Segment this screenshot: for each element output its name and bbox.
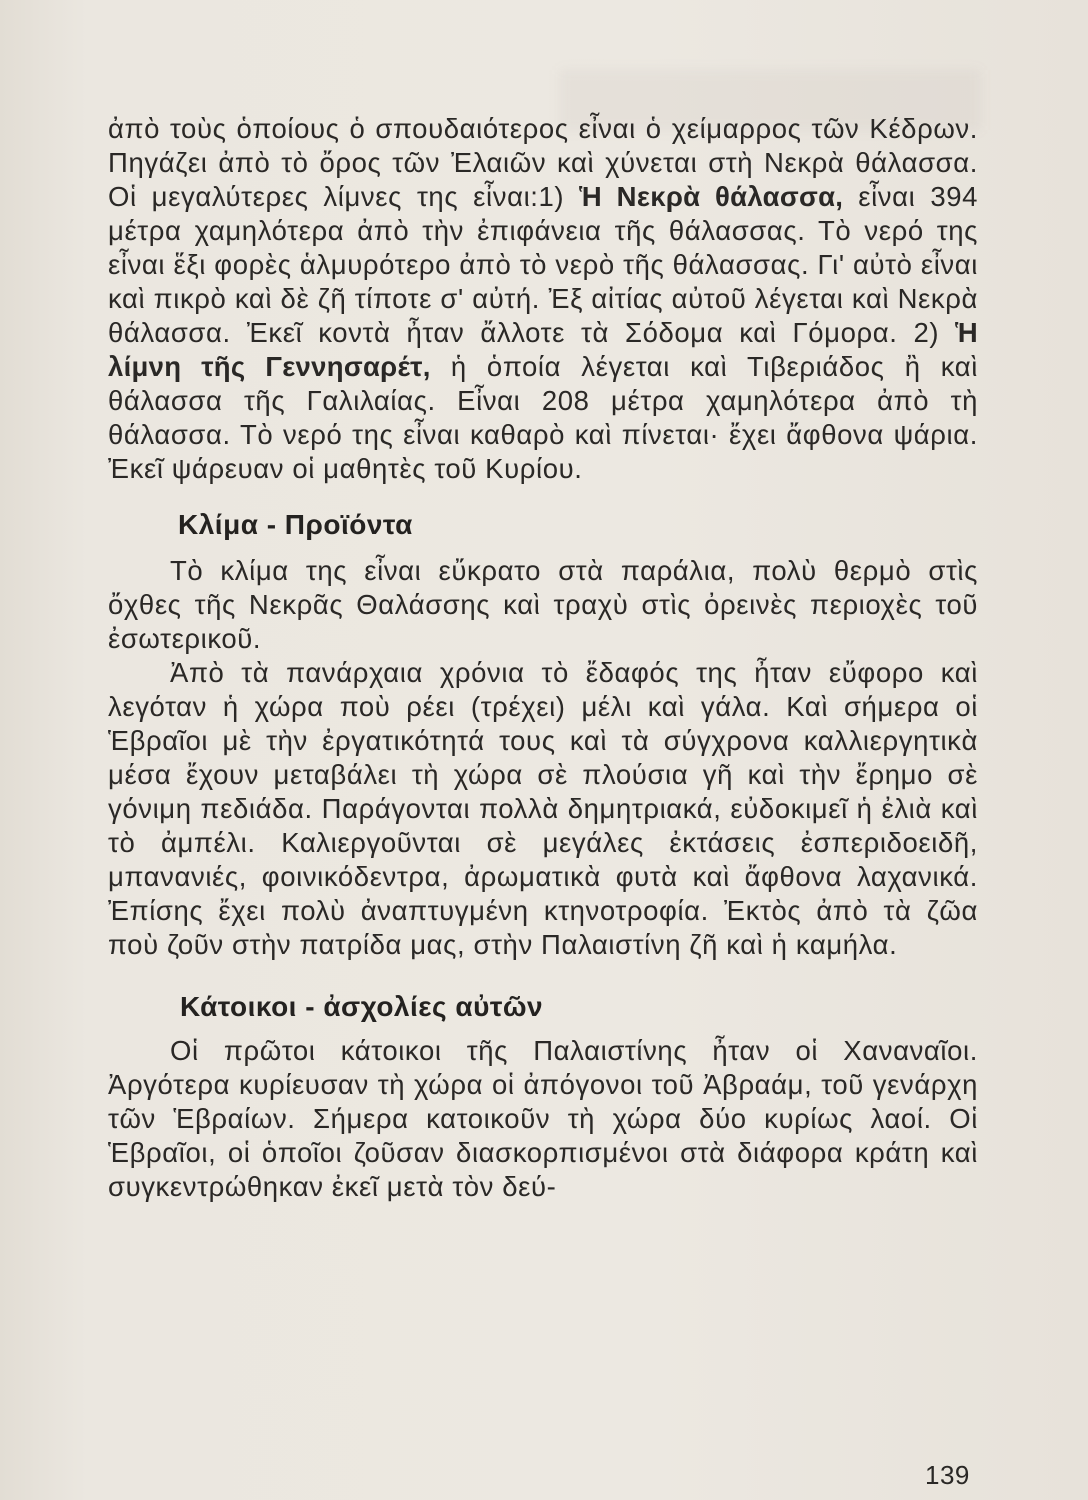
section-heading-climate: Κλίμα - Προϊόντα xyxy=(178,509,413,540)
page-number: 139 xyxy=(925,1460,970,1490)
bold-term-dead-sea: Ἡ Νεκρὰ θάλασσα, xyxy=(579,181,844,212)
paragraph-lakes xyxy=(108,112,978,486)
paragraph-inhabitants: Οἱ πρῶτοι κάτοικοι τῆς Παλαιστίνης ἦταν οἱ Χαναναῖοι. Ἀργότερα κυρίευσαν τὴ χώρα οἱ ἀπόγονοι τοῦ Ἀβραάμ, τοῦ γενάρχη τῶν Ἑβραίων. Σήμερα κατοικοῦν τὴ χώρα δύο κυρίως λαοί. Οἱ Ἑβραῖοι, οἱ ὁποῖοι ζοῦσαν διασκορπισμένοι στὰ διάφορα κράτη καὶ συγκεντρώθηκαν ἐκεῖ μετὰ τὸν δεύ- xyxy=(108,1035,978,1202)
paragraph-climate: Τὸ κλίμα της εἶναι εὔκρατο στὰ παράλια, πολὺ θερμὸ στὶς ὄχθες τῆς Νεκρᾶς Θαλάσσης καὶ τραχὺ στὶς ὀρεινὲς περιοχὲς τοῦ ἐσωτερικοῦ. xyxy=(108,555,978,654)
text-run: εἶναι 394 μέτρα χαμηλότερα ἀπὸ τὴν ἐπιφάνεια τῆς θάλασσας. Τὸ νερό της εἶναι ἕξι φορὲς ἁλμυρότερο ἀπὸ τὸ νερὸ τῆς θάλασσας. Γι' αὐτὸ εἶναι καὶ πικρὸ καὶ δὲ ζῆ τίποτε σ' αὐτή. Ἐξ αἰτίας αὐτοῦ λέγεται καὶ Νεκρὰ θάλασσα. Ἐκεῖ κοντὰ ἦταν ἄλλοτε τὰ Σόδομα καὶ Γόμορα. 2) xyxy=(108,181,978,348)
bold-term-lake-gennesaret: Ἡ λίμνη τῆς Γεννησαρέτ, xyxy=(108,317,978,382)
page-body xyxy=(108,112,978,1204)
paragraph-products: Ἀπὸ τὰ πανάρχαια χρόνια τὸ ἔδαφός της ἦταν εὔφορο καὶ λεγόταν ἡ χώρα ποὺ ρέει (τρέχει) μέλι καὶ γάλα. Καὶ σήμερα οἱ Ἑβραῖοι μὲ τὴν ἐργατικότητά τους καὶ τὰ σύγχρονα καλλιεργητικὰ μέσα ἔχουν μεταβάλει τὴ χώρα σὲ πλούσια γῆ καὶ τὴν ἔρημο σὲ γόνιμη πεδιάδα. Παράγονται πολλὰ δημητριακά, εὐδοκιμεῖ ἡ ἐλιὰ καὶ τὸ ἀμπέλι. Καλιεργοῦνται σὲ μεγάλες ἐκτάσεις ἐσπεριδοειδῆ, μπανανιές, φοινικόδεντρα, ἀρωματικὰ φυτὰ καὶ ἄφθονα λαχανικά. Ἐπίσης ἔχει πολὺ ἀναπτυγμένη κτηνοτροφία. Ἐκτὸς ἀπὸ τὰ ζῶα ποὺ ζοῦν στὴν πατρίδα μας, στὴν Παλαιστίνη ζῆ καὶ ἡ καμήλα. xyxy=(108,657,978,960)
text-run: ἀπὸ τοὺς ὁποίους ὁ σπουδαιότερος εἶναι ὁ χείμαρρος τῶν Κέδρων. Πηγάζει ἀπὸ τὸ ὄρος τῶν Ἐλαιῶν καὶ χύνεται στὴ Νεκρὰ θάλασσα. Οἱ μεγαλύτερες λίμνες της εἶναι:1) xyxy=(108,113,978,212)
text-run: ἡ ὁποία λέγεται καὶ Τιβεριάδος ἢ καὶ θάλασσα τῆς Γαλιλαίας. Εἶναι 208 μέτρα χαμηλότερα ἀπὸ τὴ θάλασσα. Τὸ νερό της εἶναι καθαρὸ καὶ πίνεται· ἔχει ἄφθονα ψάρια. Ἐκεῖ ψάρευαν οἱ μαθητὲς τοῦ Κυρίου. xyxy=(108,351,978,484)
section-heading-inhabitants: Κάτοικοι - ἀσχολίες αὐτῶν xyxy=(180,991,544,1022)
